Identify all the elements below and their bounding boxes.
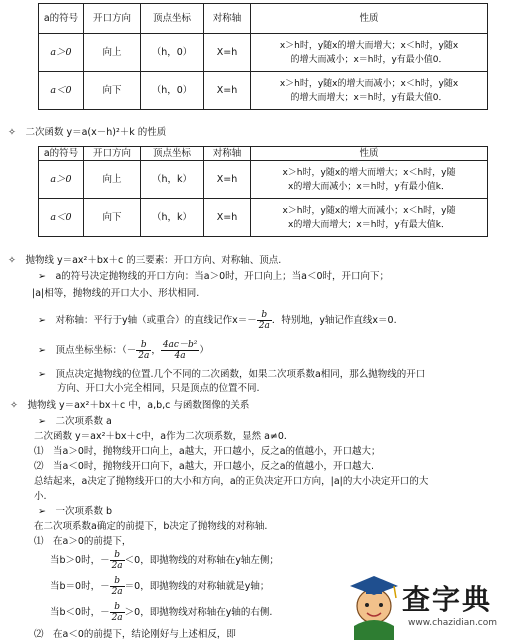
header-vertex: 顶点坐标 [141, 147, 204, 161]
cell-sign: a＜0 [39, 199, 84, 237]
case-b-zero: 当b＝0时，－ $\frac{b}{2a}$ ＝0，即抛物线的对称轴就是y轴； [50, 576, 270, 597]
cell-axis: X=h [204, 161, 251, 199]
body-line: ⑵ 当a＜0时，抛物线开口向下，a越大，开口越小，反之a的值越小，开口越大. [34, 461, 375, 472]
subheading-quadratic-coefficient: ➢ 二次项系数 a [38, 416, 112, 427]
body-line: ⑴ 当a＞0时，抛物线开口向上，a越大，开口越小，反之a的值越小，开口越大； [34, 446, 381, 457]
header-open: 开口方向 [84, 147, 141, 161]
cell-property: x＞h时，y随x的增大而减小；x＜h时，y随x 的增大而增大；x＝h时，y有最大值0． [251, 72, 488, 110]
body-line: 小. [34, 491, 47, 502]
cell-property: x＞h时，y随x的增大而增大；x＜h时，y随x 的增大而减小；x＝h时，y有最小值0． [251, 34, 488, 72]
fraction-b-over-2a: $\frac{b}{2a}$ [111, 576, 123, 597]
vertex-position-line: ➢ 顶点决定抛物线的位置.几个不同的二次函数，如果二次项系数a相同，那么抛物线的开口 [38, 369, 426, 380]
brand-url: www.chazidian.com [408, 618, 498, 628]
body-line: 二次函数 y＝ax²＋bx＋c中，a作为二次项系数，显然 a≠0． [34, 431, 294, 442]
fraction-b-over-2a: $\frac{b}{2a}$ [138, 340, 150, 361]
cell-vertex: （h，k） [141, 161, 204, 199]
header-axis: 对称轴 [204, 147, 251, 161]
header-sign: a的符号 [39, 147, 84, 161]
axis-of-symmetry-line: ➢ 对称轴：平行于y轴（或重合）的直线记作x＝－ $\frac{b}{2a}$ ．特别地，y轴记作直线x＝0. [38, 310, 397, 331]
header-sign: a的符号 [39, 4, 84, 34]
vertex-position-line-2: 方向、开口大小完全相同，只是顶点的位置不同. [57, 383, 260, 394]
cell-open: 向下 [84, 72, 141, 110]
header-vertex: 顶点坐标 [141, 4, 204, 34]
section-title-coefficients: ✧ 抛物线 y＝ax²＋bx＋c 中，a,b,c 与函数图像的关系 [10, 400, 250, 411]
fraction-b-over-2a: $\frac{b}{2a}$ [258, 310, 270, 331]
cell-property: x＞h时，y随x的增大而减小；x＜h时，y随 x的增大而增大；x＝h时，y有最大值k． [251, 199, 488, 237]
brand-name: 查字典 [402, 583, 493, 616]
sign-direction-line: ➢ a的符号决定抛物线的开口方向：当a＞0时，开口向上；当a＜0时，开口向下； [38, 271, 390, 282]
body-line: ⑵ 在a＜0的前提下，结论刚好与上述相反，即 [34, 629, 236, 640]
fraction-4ac-minus-b2-over-4a: $\frac{\text{4ac－b²}}{4a}$ [162, 340, 198, 361]
abs-a-line: |a|相等，抛物线的开口大小、形状相同. [32, 288, 200, 299]
fraction-b-over-2a: $\frac{b}{2a}$ [111, 602, 123, 623]
cell-vertex: （h，0） [141, 34, 204, 72]
cell-open: 向下 [84, 199, 141, 237]
subheading-linear-coefficient: ➢ 一次项系数 b [38, 506, 113, 517]
cell-axis: X=h [204, 34, 251, 72]
header-property: 性质 [251, 147, 488, 161]
case-b-negative: 当b＜0时，－ $\frac{b}{2a}$ ＞0，即抛物线对称轴在y轴的右侧. [50, 602, 273, 623]
fraction-b-over-2a: $\frac{b}{2a}$ [111, 550, 123, 571]
cell-property: x＞h时，y随x的增大而增大；x＜h时，y随 x的增大而减小；x＝h时，y有最小值k． [251, 161, 488, 199]
cell-vertex: （h，k） [141, 199, 204, 237]
case-b-positive: 当b＞0时，－ $\frac{b}{2a}$ ＜0，即抛物线的对称轴在y轴左侧； [50, 550, 279, 571]
cell-axis: X=h [204, 72, 251, 110]
section-title-vertex-form: ✧ 二次函数 y＝a(x－h)²＋k 的性质 [8, 127, 167, 138]
header-open: 开口方向 [84, 4, 141, 34]
vertex-coordinate-line: ➢ 顶点坐标坐标：（－ $\frac{b}{2a}$ ， $\frac{\text{4ac－b²}}{4a}$ ） [38, 340, 209, 361]
properties-table-2 [38, 146, 488, 237]
body-line: ⑴ 在a＞0的前提下， [34, 536, 132, 547]
header-axis: 对称轴 [204, 4, 251, 34]
cell-axis: X=h [204, 199, 251, 237]
cell-sign: a＞0 [39, 34, 84, 72]
watermark-logo [336, 562, 506, 642]
section-title-three-elements: ✧ 抛物线 y＝ax²＋bx＋c 的三要素：开口方向、对称轴、顶点. [8, 255, 282, 266]
cell-open: 向上 [84, 34, 141, 72]
cell-sign: a＜0 [39, 72, 84, 110]
header-property: 性质 [251, 4, 488, 34]
body-line: 总结起来，a决定了抛物线开口的大小和方向，a的正负决定开口方向，|a|的大小决定开口的大 [34, 476, 429, 487]
cell-vertex: （h，0） [141, 72, 204, 110]
properties-table-1 [38, 3, 488, 110]
cell-open: 向上 [84, 161, 141, 199]
cell-sign: a＞0 [39, 161, 84, 199]
body-line: 在二次项系数a确定的前提下，b决定了抛物线的对称轴. [34, 521, 268, 532]
